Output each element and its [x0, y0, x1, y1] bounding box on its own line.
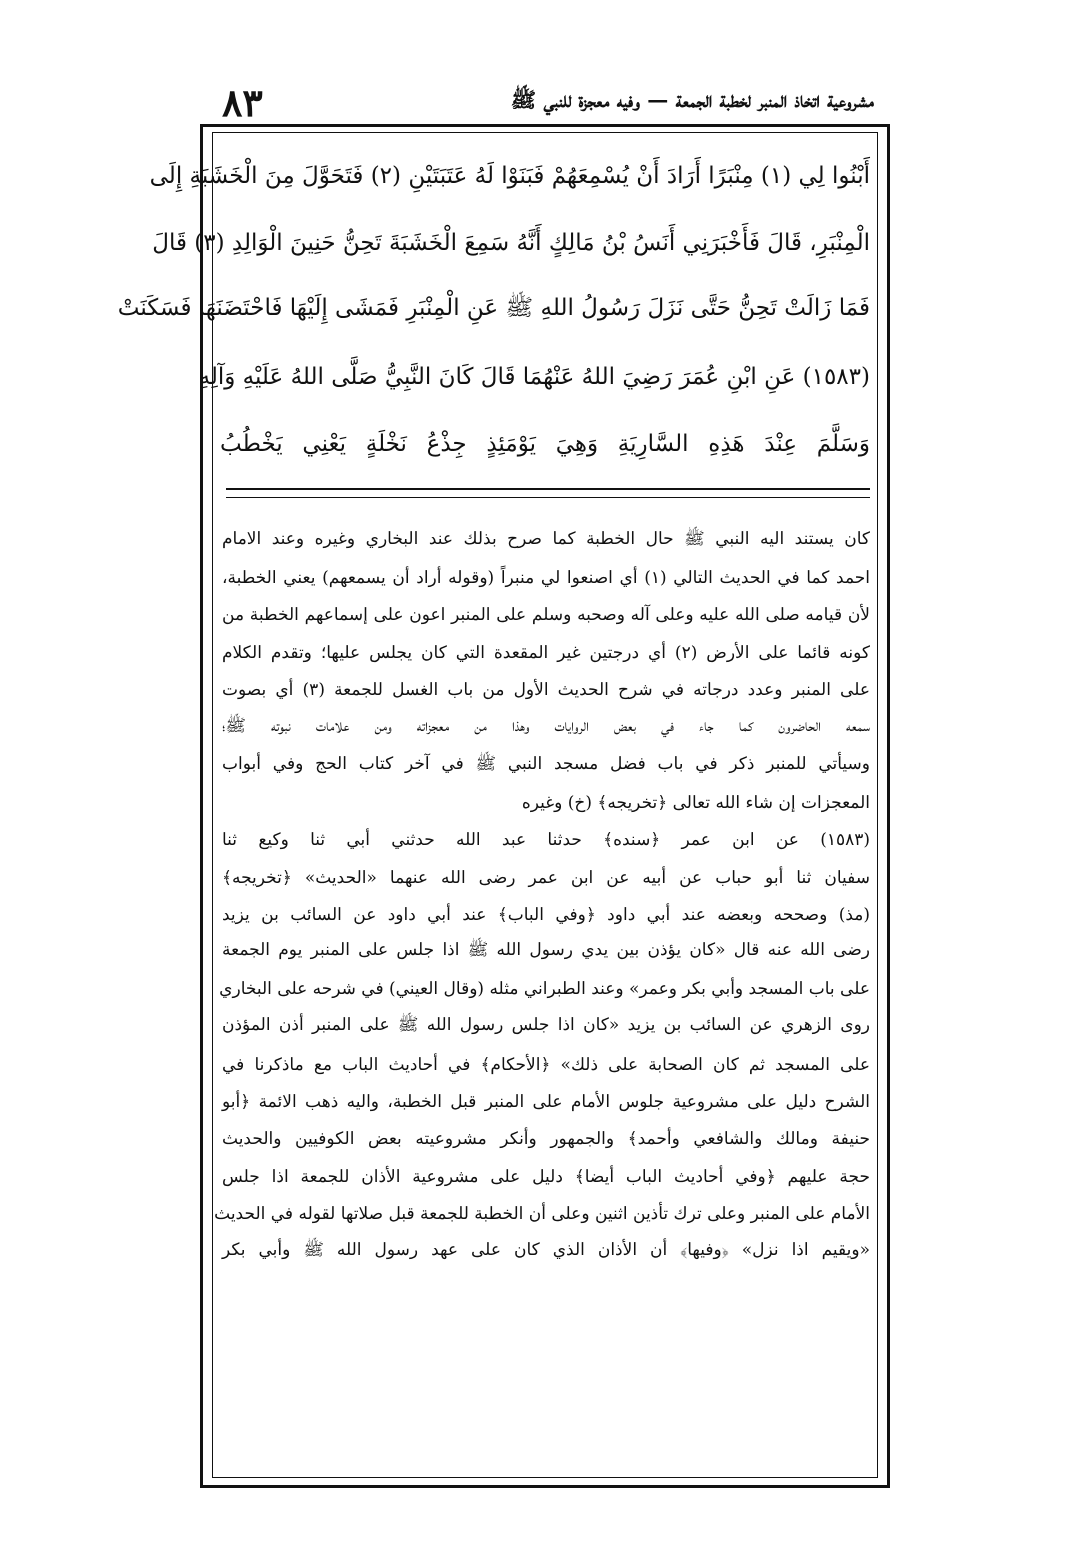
commentary-line: المعجزات إن شاء الله تعالى ﴿تخريجه﴾ (خ) وغيره — [521, 792, 870, 813]
hadith-line: وَسَلَّمَ عِنْدَ هَذِهِ السَّارِيَةِ وَهِيَ يَوْمَئِذٍ جِذْعُ نَخْلَةٍ يَعْنِي يَخْطُبُ — [220, 430, 870, 457]
commentary-line: احمد كما في الحديث التالي (١) أي اصنعوا لي منبراً (وقوله أراد أن يسمعهم) يعني الخطبة، — [222, 568, 870, 589]
commentary-line: على المنبر وعدد درجاته في شرح الحديث الأول من باب الغسل للجمعة (٣) أي بصوت — [222, 680, 871, 701]
commentary-line: (مذ) وصححه وبعضه عند أبي داود ﴿وفي الباب﴾ عند أبي داود عن السائب بن يزيد — [222, 905, 870, 926]
commentary-line: «ويقيم اذا نزل» ﴿وفيها﴾ أن الأذان الذي كان على عهد رسول الله ﷺ وأبي بكر — [222, 1239, 870, 1260]
hadith-text — [117, 142, 870, 480]
commentary-line: كان يستند اليه النبي ﷺ حال الخطبة كما صرح بذلك عند البخاري وغيره وعند الامام — [222, 529, 870, 550]
commentary-line: الأمام على المنبر وعلى ترك تأذين اثنين وعلى أن الخطبة للجمعة قبل صلاتها لقوله في الحديث — [214, 1203, 870, 1224]
running-title: مشروعية اتخاذ المنبر لخطبة الجمعة — وفيه معجزة للنبي ﷺ — [510, 86, 874, 112]
commentary-line: روى الزهري عن السائب بن يزيد «كان اذا جلس رسول الله ﷺ على المنبر أذن المؤذن — [222, 1015, 870, 1036]
running-head — [222, 80, 874, 124]
commentary-line: سفيان ثنا أبو حباب عن أبيه عن ابن عمر رضى الله عنهما «الحديث» ﴿تخريجه﴾ — [222, 867, 870, 888]
commentary-text — [214, 522, 871, 1472]
commentary-line: كونه قائما على الأرض (٢) أي درجتين غير المقعدة التي كان يجلس عليها؛ وتقدم الكلام — [222, 642, 871, 663]
commentary-line: على المسجد ثم كان الصحابة على ذلك» ﴿الأحكام﴾ في أحاديث الباب مع ماذكرنا في — [222, 1054, 870, 1075]
commentary-line: سمعه الحاضرون كما جاء في بعض الروايات وهذا من معجزاته ومن علامات نبوته ﷺ؛ — [222, 716, 870, 737]
hadith-line: (١٥٨٣) عَنِ ابْنِ عُمَرَ رَضِيَ اللهُ عَنْهُمَا قَالَ كَانَ النَّبِيُّ صَلَّى اللهُ عَلَيْهِ وَآلِهِ — [198, 363, 870, 390]
commentary-line: الشرح دليل على مشروعية جلوس الأمام على المنبر قبل الخطبة، واليه ذهب الائمة ﴿أبو — [222, 1092, 870, 1113]
commentary-line: وسيأتي للمنبر ذكر في باب فضل مسجد النبي ﷺ في آخر كتاب الحج وفي أبواب — [222, 753, 870, 774]
commentary-line: لأن قيامه صلى الله عليه وعلى آله وصحبه وسلم على المنبر اعون على إسماعهم الخطبة من — [222, 605, 870, 626]
commentary-line: رضى الله عنه قال «كان يؤذن بين يدي رسول الله ﷺ اذا جلس على المنبر يوم الجمعة — [222, 940, 870, 961]
commentary-line: حنيفة ومالك والشافعي وأحمد﴾ والجمهور وأنكر مشروعيته بعض الكوفيين والحديث — [222, 1129, 870, 1150]
hadith-line: أَبْنُوا لِي (١) مِنْبَرًا أَرَادَ أَنْ يُسْمِعَهُمْ فَبَنَوْا لَهُ عَتَبَتَيْنِ (٢) فَتَحَوَّلَ مِنَ الْخَشَبَةِ إِلَى — [149, 162, 870, 189]
commentary-line: (١٥٨٣) عن ابن عمر ﴿سنده﴾ حدثنا عبد الله حدثني أبي ثنا وكيع ثنا — [222, 830, 870, 851]
page-number: ٨٣ — [222, 79, 263, 125]
hadith-line: فَمَا زَالَتْ تَحِنُّ حَتَّى نَزَلَ رَسُولُ اللهِ ﷺ عَنِ الْمِنْبَرِ فَمَشَى إِلَيْهَا فَاحْتَضَنَهَا فَسَكَنَتْ — [117, 294, 870, 321]
section-divider-thin — [226, 497, 870, 498]
commentary-line: على باب المسجد وأبي بكر وعمر» وعند الطبراني مثله (وقال العيني) في شرحه على البخاري — [219, 979, 870, 1000]
hadith-line: الْمِنْبَرِ، قَالَ فَأَخْبَرَنِي أَنَسُ بْنُ مَالِكٍ أَنَّهُ سَمِعَ الْخَشَبَةَ تَحِنُّ حَنِينَ الْوَالِدِ (٣) قَالَ — [152, 229, 870, 256]
section-divider — [226, 488, 870, 490]
commentary-line: حجة عليهم ﴿وفي أحاديث الباب أيضا﴾ دليل على مشروعية الأذان للجمعة اذا جلس — [222, 1166, 870, 1187]
